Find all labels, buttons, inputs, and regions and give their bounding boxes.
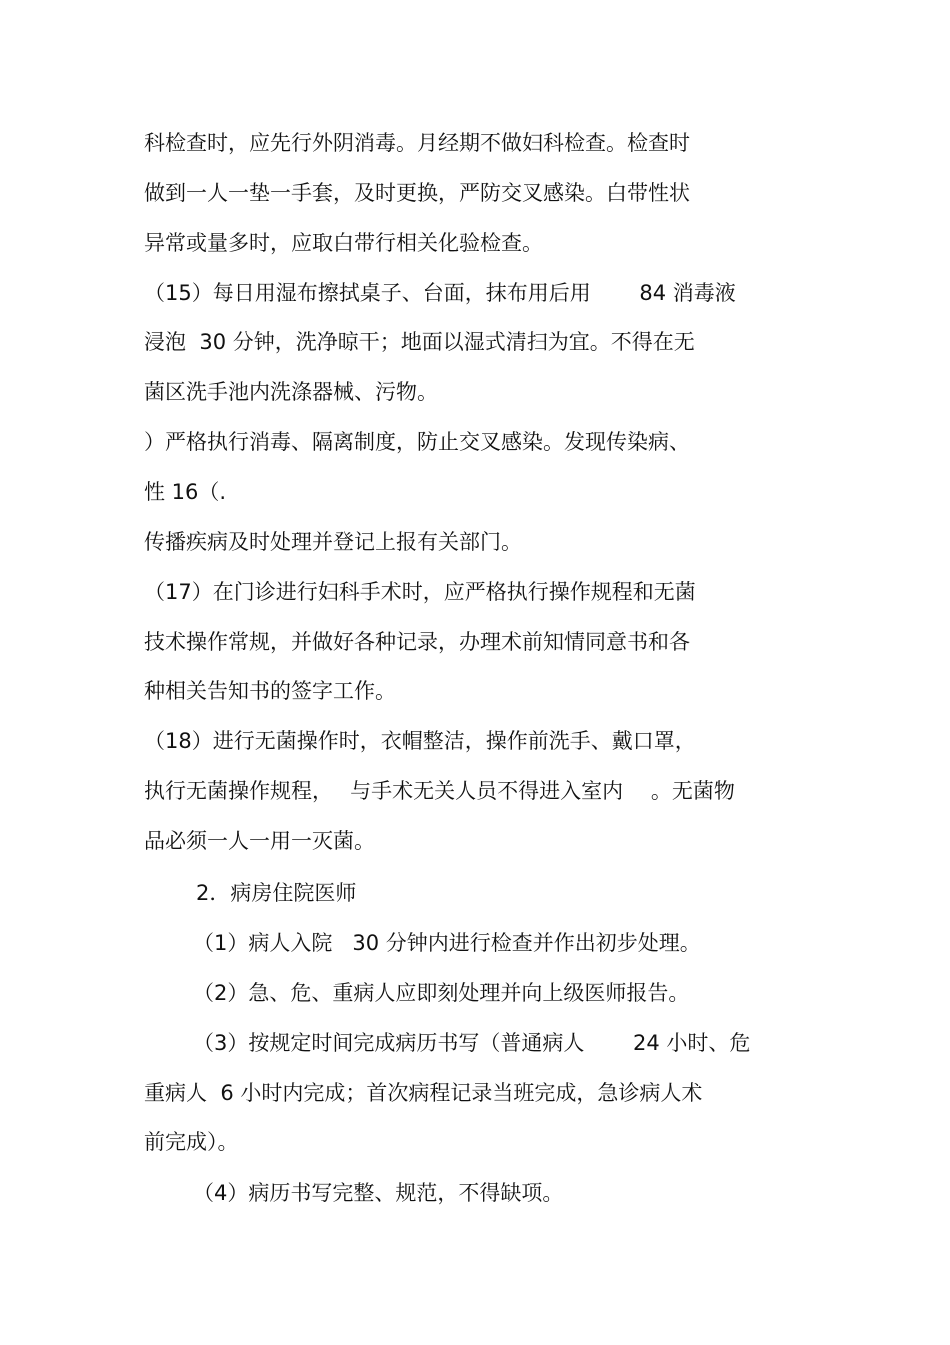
text-line: （15）每日用湿布擦拭桌子、台面，抹布用后用 84 消毒液 bbox=[144, 281, 736, 305]
section-heading: 2．病房住院医师 bbox=[196, 881, 357, 905]
text-line: 前完成）。 bbox=[144, 1130, 239, 1154]
text-line: 浸泡 30 分钟，洗净晾干；地面以湿式清扫为宜。不得在无 bbox=[144, 330, 695, 354]
text-line: 种相关告知书的签字工作。 bbox=[144, 679, 396, 703]
text-line: 异常或量多时，应取白带行相关化验检查。 bbox=[144, 231, 543, 255]
text-line: （17）在门诊进行妇科手术时，应严格执行操作规程和无菌 bbox=[144, 580, 696, 604]
text-line: （3）按规定时间完成病历书写（普通病人 24 小时、危 bbox=[193, 1031, 751, 1055]
text-line: 性 16（. bbox=[144, 480, 227, 504]
text-line: 科检查时，应先行外阴消毒。月经期不做妇科检查。检查时 bbox=[144, 131, 690, 155]
text-line: 重病人 6 小时内完成；首次病程记录当班完成，急诊病人术 bbox=[144, 1081, 703, 1105]
text-line: 菌区洗手池内洗涤器械、污物。 bbox=[144, 380, 438, 404]
text-line: （2）急、危、重病人应即刻处理并向上级医师报告。 bbox=[193, 981, 690, 1005]
text-line: 技术操作常规，并做好各种记录，办理术前知情同意书和各 bbox=[144, 630, 690, 654]
text-line: （18）进行无菌操作时，衣帽整洁，操作前洗手、戴口罩， bbox=[144, 729, 696, 753]
text-line: 品必须一人一用一灭菌。 bbox=[144, 829, 375, 853]
text-line: ）严格执行消毒、隔离制度，防止交叉感染。发现传染病、 bbox=[144, 430, 690, 454]
text-line: （4）病历书写完整、规范，不得缺项。 bbox=[193, 1181, 564, 1205]
text-line: 做到一人一垫一手套，及时更换，严防交叉感染。白带性状 bbox=[144, 181, 690, 205]
text-line: 执行无菌操作规程， 与手术无关人员不得进入室内 。无菌物 bbox=[144, 779, 735, 803]
text-line: 传播疾病及时处理并登记上报有关部门。 bbox=[144, 530, 522, 554]
text-line: （1）病人入院 30 分钟内进行检查并作出初步处理。 bbox=[193, 931, 701, 955]
